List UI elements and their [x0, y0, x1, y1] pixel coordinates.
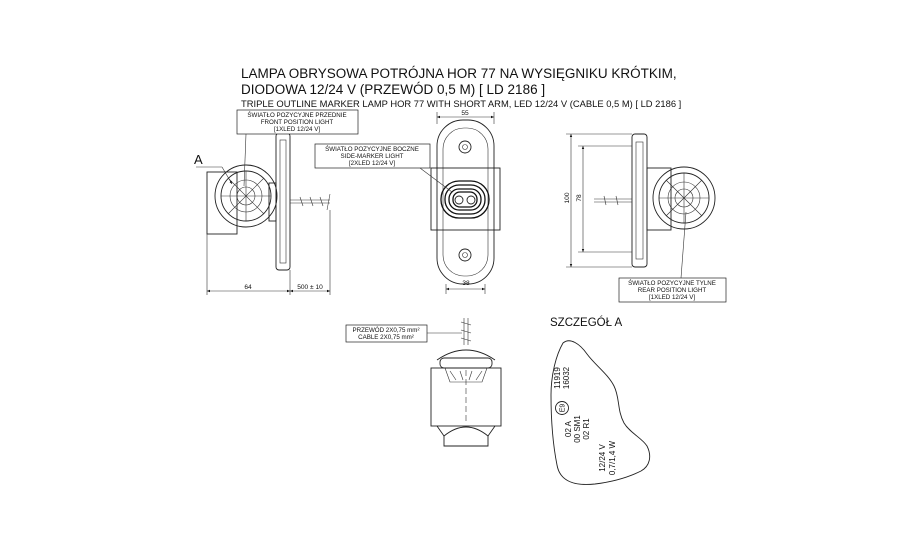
detail-title: SZCZEGÓŁ A: [550, 317, 623, 329]
top-screw: [459, 141, 471, 153]
rated-voltage: 12/24 V: [598, 444, 607, 472]
total-height-value: 100: [564, 192, 571, 204]
top-width-value: 55: [461, 110, 469, 117]
rear-view: [564, 134, 726, 302]
cable-length-value: 500 ± 10: [297, 284, 323, 291]
front-view: [194, 110, 358, 295]
rear-light-leader: [681, 212, 686, 278]
cable-callout-pl: PRZEWÓD 2X0,75 mm²: [352, 327, 420, 334]
cable-callout-en: CABLE 2X0,75 mm²: [358, 334, 414, 341]
bottom-view: [346, 318, 501, 446]
code-02r1: 02 R1: [582, 418, 591, 440]
front-view-mounting-plate: [276, 133, 290, 270]
front-light-callout-spec: [1XLED 12/24 V]: [273, 126, 321, 133]
side-view: [315, 110, 500, 294]
bottom-screw: [459, 249, 471, 261]
title-line-1: LAMPA OBRYSOWA POTRÓJNA HOR 77 NA WYSIĘGNIKU KRÓTKIM,: [241, 66, 677, 81]
arm-width-value: 64: [244, 284, 252, 291]
side-marker-callout-pl: ŚWIATŁO POZYCYJNE BOCZNE: [325, 146, 419, 153]
front-cable-stub: [290, 194, 330, 210]
rated-power: 0,7/1,4 W: [608, 440, 617, 476]
rear-cable-stub: [594, 196, 632, 205]
side-lens-pattern: [441, 181, 489, 218]
side-marker-leader: [420, 168, 452, 192]
rear-light-callout-pl: ŚWIATŁO POZYCYJNE TYLNE: [628, 280, 716, 287]
approval-number-1: 11919: [553, 367, 562, 389]
side-marker-callout-spec: [2XLED 12/24 V]: [348, 160, 396, 167]
approval-number-2: 16032: [562, 366, 571, 390]
front-light-callout-pl: ŚWIATŁO POZYCYJNE PRZEDNIE: [247, 112, 347, 119]
detail-marker-a: A: [194, 152, 203, 167]
code-00sm1: 00 SM1: [573, 415, 582, 443]
approval-mark: E9: [559, 403, 567, 413]
bottom-width-value: 38: [462, 280, 470, 287]
rear-light-callout-spec: [1XLED 12/24 V]: [648, 294, 696, 301]
bottom-dome: [437, 350, 495, 360]
inner-height-value: 78: [576, 194, 583, 202]
rear-lens-segments: [659, 173, 709, 223]
rear-view-mounting-plate: [632, 134, 647, 267]
code-02a: 02 A: [564, 420, 573, 438]
bottom-cable: [461, 318, 471, 345]
title-line-2: DIODOWA 12/24 V (PRZEWÓD 0,5 M) [ LD 2186 ]: [241, 82, 546, 97]
detail-a: [550, 316, 650, 484]
rear-light-callout-en: REAR POSITION LIGHT: [637, 287, 707, 294]
front-light-callout-en: FRONT POSITION LIGHT: [260, 119, 334, 126]
title-line-3: TRIPLE OUTLINE MARKER LAMP HOR 77 WITH SHORT ARM, LED 12/24 V (CABLE 0,5 M) [ LD 2186 ]: [241, 98, 682, 109]
side-marker-callout-en: SIDE-MARKER LIGHT: [340, 153, 404, 160]
